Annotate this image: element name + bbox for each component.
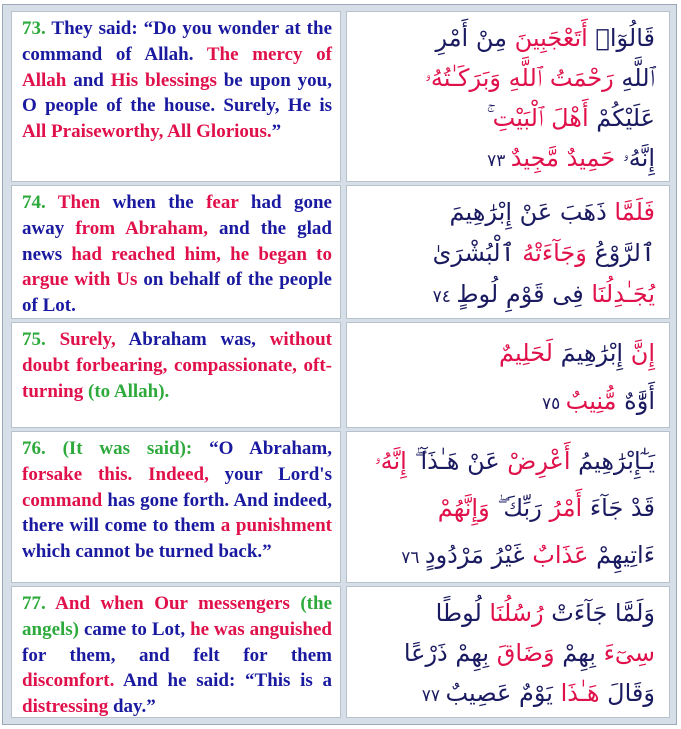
translation-segment: distressing	[22, 696, 113, 718]
arabic-segment: يَوْمٌ عَصِيبٌ	[445, 679, 553, 707]
translation-segment: when the	[112, 192, 207, 213]
arabic-segment: عَلَيْكُمْ	[588, 104, 655, 132]
arabic-segment: هَـٰذَا	[552, 679, 600, 707]
arabic-segment: ءَاتِيهِمْ	[588, 541, 655, 569]
arabic-segment: قَدْ جَآءَ	[582, 494, 655, 522]
arabic-segment: إِنَّهُۥ	[615, 144, 655, 172]
translation-segment: Surely,	[45, 329, 129, 350]
arabic-line	[357, 438, 655, 485]
arabic-line	[357, 329, 655, 377]
arabic-segment: وَجَآءَتْهُ	[514, 239, 587, 267]
arabic-segment: ٱلرَّوْعُ	[586, 239, 655, 267]
translation-segment: (the angels)	[22, 593, 332, 640]
translation-segment: And when Our messengers	[45, 593, 301, 614]
arabic-line	[357, 485, 655, 532]
arabic-segment: رَبِّكَ ۖ	[489, 494, 542, 522]
arabic-segment: سِىٓءَ	[595, 639, 655, 667]
translation-segment: from Abraham,	[75, 217, 220, 239]
translation-segment: had gone away	[22, 192, 332, 239]
translation-segment: ”	[271, 121, 282, 143]
verse-table	[2, 4, 677, 725]
arabic-segment: قَالُوٓا۟	[587, 24, 655, 52]
translation-segment: forsake this. Indeed,	[22, 463, 225, 485]
arabic-segment: وَلَمَّا جَآءَتْ	[543, 599, 655, 627]
verse-row-73	[11, 11, 670, 182]
arabic-segment: لُوطًا	[435, 599, 482, 627]
arabic-line	[357, 233, 655, 274]
english-translation-cell	[11, 11, 341, 182]
arabic-segment: أَتَعْجَبِينَ	[506, 24, 588, 52]
translation-segment: a punishment	[220, 515, 332, 537]
translation-segment: (It was said):	[45, 438, 210, 459]
verse-number: 75.	[22, 329, 46, 350]
arabic-segment: أَمْرُ	[541, 494, 583, 522]
translation-segment: “O Abraham,	[209, 438, 332, 459]
arabic-segment: ٱلْبُشْرَىٰ	[432, 239, 515, 267]
arabic-segment: وَضَاقَ	[489, 639, 555, 667]
translation-segment: command	[22, 489, 108, 511]
arabic-segment: وَبَرَكَـٰتُهُۥ	[424, 64, 501, 92]
arabic-segment: غَيْرُ مَرْدُودٍ	[424, 541, 525, 569]
arabic-line	[357, 532, 655, 579]
arabic-segment: رَحْمَتُ ٱللَّهِ	[501, 64, 614, 92]
arabic-segment: إِنَّهُۥ	[374, 447, 407, 475]
translation-segment: discomfort.	[22, 670, 123, 692]
arabic-segment: يَـٰٓإِبْرَٰهِيمُ	[570, 447, 655, 475]
arabic-segment: فَلَمَّا	[606, 198, 655, 226]
arabic-line	[357, 593, 655, 633]
arabic-segment: وَإِنَّهُمْ	[437, 494, 490, 522]
arabic-segment: ذَهَبَ عَنْ إِبْرَٰهِيمَ	[449, 198, 607, 226]
translation-segment: fear	[206, 192, 251, 213]
verse-row-76	[11, 431, 670, 583]
translation-segment: and the glad news	[22, 217, 332, 265]
translation-segment: Then	[45, 192, 113, 213]
arabic-line	[357, 192, 655, 233]
arabic-segment: لَحَلِيمٌ	[499, 339, 553, 367]
arabic-line	[357, 138, 655, 178]
verse-number: 76.	[22, 438, 46, 459]
arabic-segment: بِهِمْ ذَرْعًا	[403, 639, 490, 667]
arabic-segment: رُسُلُنَا	[481, 599, 544, 627]
translation-segment: His blessings	[110, 69, 224, 91]
translation-segment: on behalf of the people of Lot.	[22, 269, 332, 317]
arabic-text-cell	[346, 431, 670, 583]
arabic-line	[357, 673, 655, 713]
arabic-text-cell	[346, 11, 670, 182]
arabic-text-cell	[346, 586, 670, 718]
translation-segment: day.”	[112, 696, 156, 718]
verse-number: 74.	[22, 192, 46, 213]
verse-row-75	[11, 322, 670, 428]
arabic-segment: بِهِمْ	[554, 639, 596, 667]
translation-segment: came to Lot,	[83, 618, 191, 640]
arabic-segment: فِى قَوْمِ لُوطٍ	[456, 280, 584, 308]
translation-segment: which cannot be turned back.”	[22, 541, 272, 563]
arabic-segment: حَمِيدٌ مَّجِيدٌ	[510, 144, 616, 172]
verse-row-77	[11, 586, 670, 718]
translation-segment: The mercy of Allah	[22, 43, 332, 91]
translation-segment: Abraham was,	[128, 329, 270, 350]
translation-segment: for them, and felt for them	[22, 644, 332, 666]
translation-segment: has gone forth. And indeed, there will come to them	[22, 489, 332, 537]
arabic-text-cell	[346, 185, 670, 319]
arabic-segment: أَوَّٰهٌ	[616, 387, 655, 415]
translation-segment: All Praiseworthy, All Glorious.	[22, 121, 272, 143]
arabic-segment: مُّنِيبٌ	[565, 387, 617, 415]
english-translation-cell	[11, 322, 341, 428]
arabic-segment: إِنَّ	[623, 339, 655, 367]
translation-segment: your Lord's	[224, 463, 332, 485]
translation-segment: without doubt forbearing, compassionate, oft-turning	[22, 329, 332, 402]
arabic-segment: مِنْ أَمْرِ	[435, 24, 507, 52]
translation-segment: had reached him, he began to argue with Us	[22, 243, 332, 291]
arabic-segment: ٱللَّهِ	[613, 64, 655, 92]
arabic-line	[357, 18, 655, 58]
translation-segment: he was anguished	[190, 618, 332, 640]
arabic-segment: أَعْرِضْ	[499, 447, 571, 475]
arabic-text-cell	[346, 322, 670, 428]
translation-segment: (to Allah).	[88, 380, 170, 402]
arabic-segment: وَقَالَ	[599, 679, 655, 707]
verse-number: 73.	[22, 18, 46, 39]
verse-row-74	[11, 185, 670, 319]
translation-segment: They said: “Do you wonder at the command of Allah.	[22, 18, 332, 65]
translation-segment: And he said: “This is a	[123, 670, 332, 692]
english-translation-cell	[11, 586, 341, 718]
verse-number: 77.	[22, 593, 46, 614]
english-translation-cell	[11, 431, 341, 583]
ayah-end-marker: ٧٥	[541, 394, 566, 414]
translation-segment: be upon you, O people of the house. Surely, He is	[22, 69, 332, 117]
arabic-line	[357, 98, 655, 138]
arabic-line	[357, 274, 655, 315]
arabic-segment: أَهْلَ ٱلْبَيْتِ	[492, 104, 589, 132]
arabic-line	[357, 58, 655, 98]
arabic-segment: ۚ	[486, 104, 493, 132]
arabic-line	[357, 633, 655, 673]
ayah-end-marker: ٧٧	[421, 686, 446, 706]
arabic-segment: يُجَـٰدِلُنَا	[583, 280, 655, 308]
arabic-line	[357, 377, 655, 425]
translation-segment: and	[73, 69, 111, 91]
ayah-end-marker: ٧٣	[487, 151, 511, 171]
ayah-end-marker: ٧٦	[401, 548, 425, 568]
english-translation-cell	[11, 185, 341, 319]
ayah-end-marker: ٧٤	[432, 287, 457, 307]
arabic-segment: إِبْرَٰهِيمَ	[552, 339, 624, 367]
arabic-segment: عَنْ هَـٰذَآ ۖ	[406, 447, 500, 475]
arabic-segment: عَذَابٌ	[524, 541, 589, 569]
